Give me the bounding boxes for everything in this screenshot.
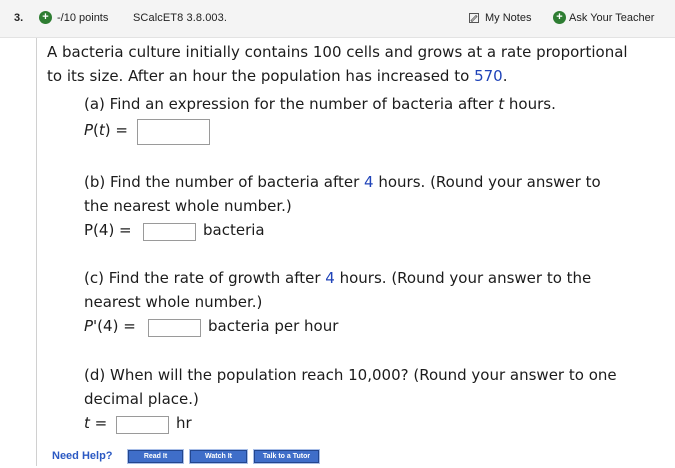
part-d-prompt-line1: (d) When will the population reach 10,000? (Round your answer to one (84, 366, 617, 384)
talk-to-tutor-button[interactable]: Talk to a Tutor (254, 450, 319, 463)
problem-intro-line1: A bacteria culture initially contains 100 cells and grows at a rate proportional (47, 43, 628, 61)
initial-growth-value: 570 (474, 67, 503, 85)
notes-icon[interactable] (468, 12, 480, 24)
part-b-prompt-line1: (b) Find the number of bacteria after 4 hours. (Round your answer to (84, 173, 601, 191)
part-c-unit: bacteria per hour (208, 317, 339, 335)
part-b-label: P(4) = (84, 221, 132, 239)
part-a-answer-input[interactable] (137, 119, 210, 145)
read-it-button[interactable]: Read It (128, 450, 183, 463)
part-b-unit: bacteria (203, 221, 265, 239)
part-d-label: t = (84, 414, 108, 432)
part-b-answer-input[interactable] (143, 223, 196, 241)
need-help-label: Need Help? (52, 450, 113, 462)
points-label: -/10 points (57, 12, 109, 24)
part-d-unit: hr (176, 414, 192, 432)
part-b-prompt-line2: the nearest whole number.) (84, 197, 292, 215)
part-a-prompt: (a) Find an expression for the number of bacteria after t hours. (84, 95, 556, 113)
question-id: SCalcET8 3.8.003. (133, 12, 228, 24)
part-c-answer-input[interactable] (148, 319, 201, 337)
plus-circle-icon[interactable]: + (39, 11, 52, 24)
part-c-prompt-line1: (c) Find the rate of growth after 4 hours. (Round your answer to the (84, 269, 592, 287)
problem-intro-line2: to its size. After an hour the population has increased to 570. (47, 67, 508, 85)
part-a-label: P(t) = (84, 121, 128, 139)
my-notes-link[interactable]: My Notes (485, 12, 532, 24)
watch-it-button[interactable]: Watch It (190, 450, 247, 463)
ask-teacher-link[interactable]: Ask Your Teacher (569, 12, 655, 24)
plus-circle-icon[interactable]: + (553, 11, 566, 24)
part-c-label: P'(4) = (84, 317, 136, 335)
part-d-prompt-line2: decimal place.) (84, 390, 199, 408)
question-number: 3. (14, 12, 24, 24)
part-c-prompt-line2: nearest whole number.) (84, 293, 263, 311)
part-d-answer-input[interactable] (116, 416, 169, 434)
question-header (0, 0, 675, 38)
